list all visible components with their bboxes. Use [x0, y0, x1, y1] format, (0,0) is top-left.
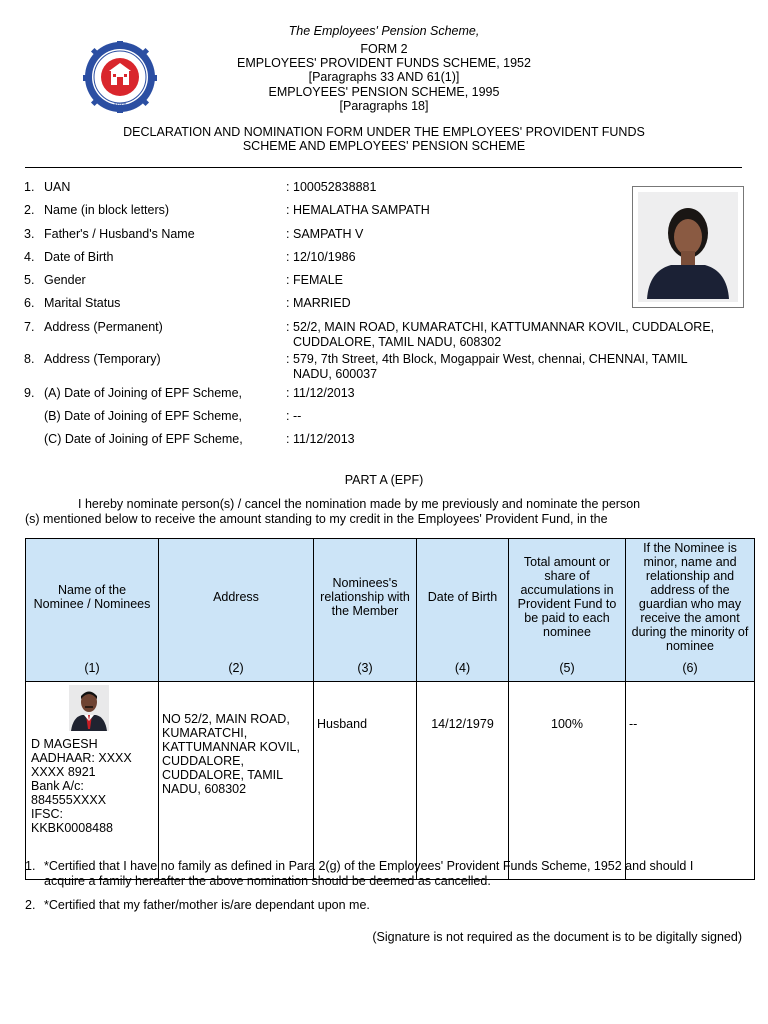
signature-note: (Signature is not required as the document is to be digitally signed) [372, 930, 742, 944]
epfo-emblem-icon [79, 41, 161, 113]
field-value [293, 352, 743, 382]
nominee-bank-account: 884555XXXX [31, 793, 107, 807]
field-value: 11/12/2013 [293, 432, 355, 446]
field-label: Address (Permanent) [44, 320, 163, 334]
address-line: CUDDALORE, TAMIL [162, 768, 284, 782]
header-share: Total amount or share of accumulations in Provident Fund to be paid to each nominee [509, 539, 626, 656]
nominee-address-cell [159, 682, 314, 880]
header-nominee-name: Name of the Nominee / Nominees [26, 539, 159, 656]
field-colon: : [286, 227, 290, 241]
field-value: 100052838881 [293, 180, 377, 194]
header-address: Address [159, 539, 314, 656]
address-line: NO 52/2, MAIN ROAD, [162, 712, 290, 726]
part-a-title: PART A (EPF) [344, 473, 424, 487]
nominee-guardian-cell: -- [626, 682, 755, 880]
header-relationship: Nominees's relationship with the Member [314, 539, 417, 656]
certification-note-1 [25, 859, 745, 889]
field-address-permanent [0, 320, 768, 352]
column-number: (1) [26, 655, 159, 682]
note-line: *Certified that I have no family as defined in Para 2(g) of the Employees' Provident Funds Scheme, 1952 and should I [44, 859, 694, 873]
nominee-name-line: D MAGESH [31, 737, 98, 751]
field-number: 8. [24, 352, 35, 366]
field-value: FEMALE [293, 273, 344, 287]
field-value: -- [293, 409, 302, 423]
field-label: UAN [44, 180, 71, 194]
field-number: 4. [24, 250, 35, 264]
field-colon: : [286, 250, 290, 264]
scheme-italic-title: The Employees' Pension Scheme, [288, 24, 480, 38]
field-number: 3. [24, 227, 35, 241]
field-value [293, 320, 743, 350]
part-a-intro-line1: I hereby nominate person(s) / cancel the nomination made by me previously and nominate the person [78, 497, 641, 511]
field-value-line: 579, 7th Street, 4th Block, Mogappair West, chennai, CHENNAI, TAMIL [293, 352, 688, 366]
field-number: 9. [24, 386, 35, 400]
column-number: (4) [417, 655, 509, 682]
nominee-ifsc-code: KKBK0008488 [31, 821, 114, 835]
eps-paragraphs: [Paragraphs 18] [339, 99, 429, 113]
note-text: *Certified that my father/mother is/are dependant upon me. [44, 898, 370, 912]
field-number: 5. [24, 273, 35, 287]
field-father-husband-name [0, 227, 768, 245]
table-row [26, 682, 755, 880]
column-number: (6) [626, 655, 755, 682]
nominee-relationship-cell: Husband [314, 682, 417, 880]
field-number: 6. [24, 296, 35, 310]
field-gender [0, 273, 768, 291]
address-line: NADU, 608302 [162, 782, 247, 796]
field-colon: : [286, 409, 290, 423]
field-label: Marital Status [44, 296, 121, 310]
field-value: MARRIED [293, 296, 351, 310]
note-number: 2. [25, 898, 36, 912]
field-colon: : [286, 273, 290, 287]
logo-text: भारत [114, 102, 126, 109]
field-epf-joining-c [0, 432, 768, 450]
field-colon: : [286, 320, 290, 334]
address-line: CUDDALORE, [162, 754, 244, 768]
field-colon: : [286, 180, 290, 194]
nomination-table [25, 538, 755, 880]
field-uan [0, 180, 768, 198]
field-value: 12/10/1986 [293, 250, 356, 264]
field-date-of-birth [0, 250, 768, 268]
field-colon: : [286, 432, 290, 446]
field-colon: : [286, 296, 290, 310]
part-a-intro-line2: (s) mentioned below to receive the amount standing to my credit in the Employees' Provident Fund, in the [25, 512, 608, 526]
header-divider [25, 167, 742, 168]
field-label: Father's / Husband's Name [44, 227, 195, 241]
field-name [0, 203, 768, 221]
column-number: (3) [314, 655, 417, 682]
field-value: SAMPATH V [293, 227, 364, 241]
field-number: 2. [24, 203, 35, 217]
field-label: Name (in block letters) [44, 203, 170, 217]
field-colon: : [286, 352, 290, 366]
field-label: (C) Date of Joining of EPF Scheme, [44, 432, 243, 446]
header-date-of-birth: Date of Birth [417, 539, 509, 656]
nominee-share-cell: 100% [509, 682, 626, 880]
header-guardian: If the Nominee is minor, name and relationship and address of the guardian who may receive the amont during the minority of nominee [626, 539, 755, 656]
form-number: FORM 2 [360, 42, 408, 56]
field-number: 7. [24, 320, 35, 334]
field-address-temporary [0, 352, 768, 384]
column-number: (5) [509, 655, 626, 682]
declaration-title-line1: DECLARATION AND NOMINATION FORM UNDER THE EMPLOYEES' PROVIDENT FUNDS [123, 125, 645, 139]
field-value-line: NADU, 600037 [293, 367, 378, 381]
address-line: KUMARATCHI, [162, 726, 248, 740]
certification-note-2 [25, 898, 745, 914]
field-epf-joining-a [0, 386, 768, 404]
field-value: 11/12/2013 [293, 386, 355, 400]
note-text [44, 859, 744, 888]
field-label: Address (Temporary) [44, 352, 161, 366]
nominee-name-cell [26, 682, 159, 880]
nominee-dob-cell: 14/12/1979 [417, 682, 509, 880]
address-line: KATTUMANNAR KOVIL, [162, 740, 300, 754]
field-epf-joining-b [0, 409, 768, 427]
field-value-line: 52/2, MAIN ROAD, KUMARATCHI, KATTUMANNAR KOVIL, CUDDALORE, [293, 320, 715, 334]
note-number: 1. [25, 859, 36, 873]
eps-scheme-title: EMPLOYEES' PENSION SCHEME, 1995 [268, 85, 500, 99]
field-colon: : [286, 386, 290, 400]
field-marital-status [0, 296, 768, 314]
column-number: (2) [159, 655, 314, 682]
field-label: Gender [44, 273, 86, 287]
declaration-title-line2: SCHEME AND EMPLOYEES' PENSION SCHEME [242, 139, 526, 153]
nominee-aadhaar-line: XXXX 8921 [31, 765, 96, 779]
nominee-bank-label: Bank A/c: [31, 779, 84, 793]
field-colon: : [286, 203, 290, 217]
field-value: HEMALATHA SAMPATH [293, 203, 430, 217]
field-number: 1. [24, 180, 35, 194]
epf-paragraphs: [Paragraphs 33 AND 61(1)] [308, 70, 460, 84]
field-label: (A) Date of Joining of EPF Scheme, [44, 386, 243, 400]
field-label: (B) Date of Joining of EPF Scheme, [44, 409, 243, 423]
nominee-aadhaar-line: AADHAAR: XXXX [31, 751, 132, 765]
note-line: acquire a family hereafter the above nomination should be deemed as cancelled. [44, 873, 491, 888]
nominee-ifsc-label: IFSC: [31, 807, 63, 821]
field-value-line: CUDDALORE, TAMIL NADU, 608302 [293, 335, 502, 349]
epf-scheme-title: EMPLOYEES' PROVIDENT FUNDS SCHEME, 1952 [237, 56, 531, 70]
field-label: Date of Birth [44, 250, 114, 264]
nominee-photo [69, 685, 109, 731]
